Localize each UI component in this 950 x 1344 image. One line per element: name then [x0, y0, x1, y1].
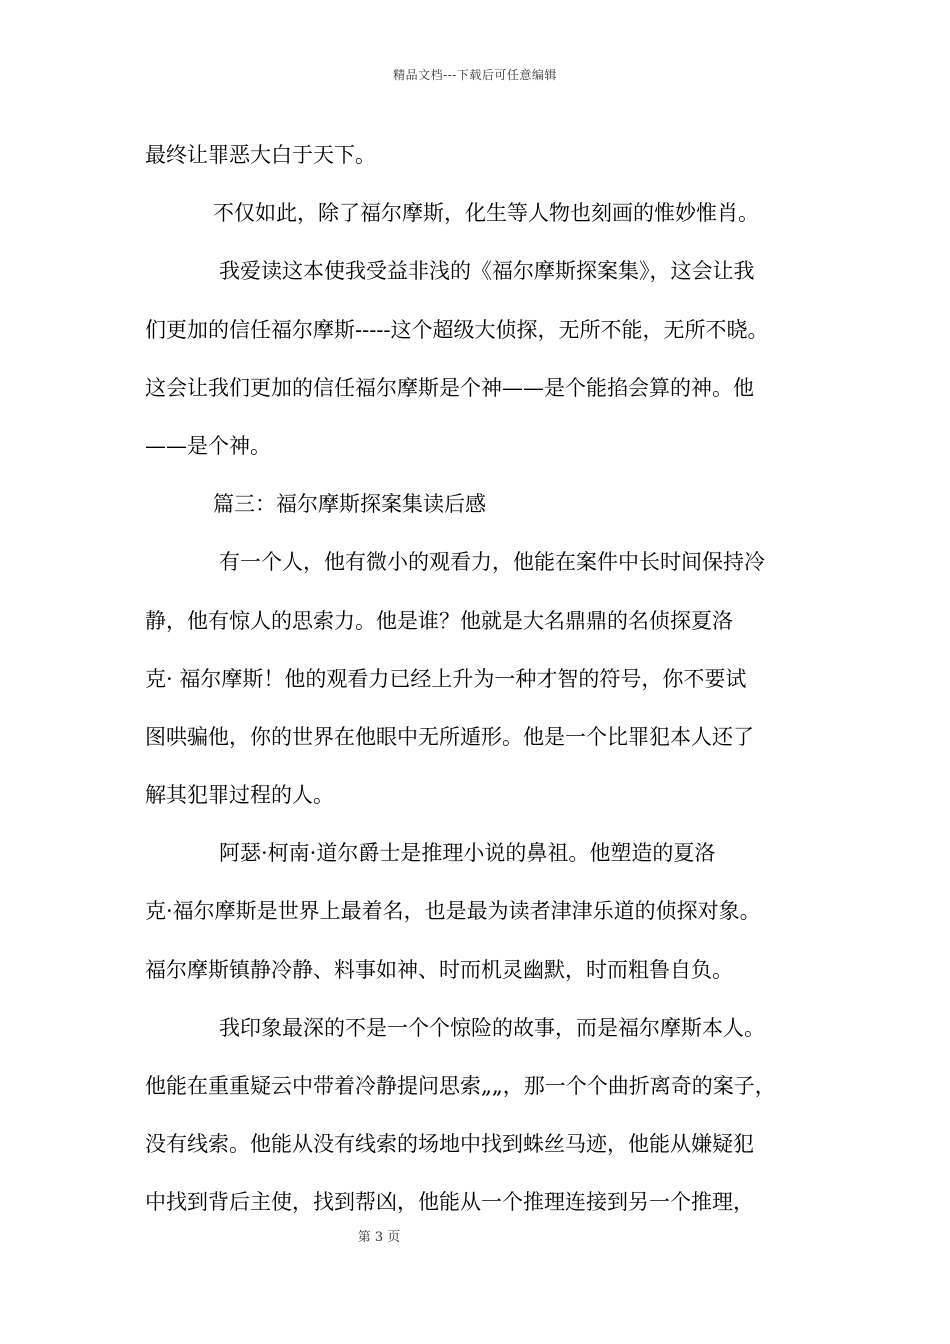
document-body — [145, 126, 825, 1232]
text-line: 解其犯罪过程的人。 — [145, 783, 334, 808]
text-line: 静，他有惊人的思索力。他是谁？他就是大名鼎鼎的名侦探夏洛 — [145, 608, 733, 633]
text-line: 克· 福尔摩斯！他的观看力已经上升为一种才智的符号，你不要试 — [145, 666, 747, 691]
text-line: 们更加的信任福尔摩斯-----这个超级大侦探，无所不能，无所不晓。 — [145, 317, 769, 342]
text-line: 我印象最深的不是一个个惊险的故事，而是福尔摩斯本人。 — [219, 1015, 765, 1040]
page-number: 第 3 页 — [357, 1230, 401, 1245]
text-line: 他能在重重疑云中带着冷静提问思索„„，那一个个曲折离奇的案子， — [145, 1074, 776, 1098]
text-line: 这会让我们更加的信任福尔摩斯是个神——是个能掐会算的神。他 — [145, 375, 754, 400]
section-heading: 篇三：福尔摩斯探案集读后感 — [213, 492, 486, 517]
text-line: ——是个神。 — [145, 433, 271, 458]
text-line: 阿瑟·柯南·道尔爵士是推理小说的鼻祖。他塑造的夏洛 — [219, 841, 716, 866]
text-line: 我爱读这本使我受益非浅的《福尔摩斯探案集》，这会让我 — [219, 259, 755, 284]
text-line: 中找到背后主使，找到帮凶，他能从一个推理连接到另一个推理， — [145, 1190, 754, 1215]
text-line: 福尔摩斯镇静冷静、料事如神、时而机灵幽默，时而粗鲁自负。 — [145, 957, 733, 982]
text-line: 没有线索。他能从没有线索的场地中找到蛛丝马迹，他能从嫌疑犯 — [145, 1132, 754, 1157]
text-line: 图哄骗他，你的世界在他眼中无所遁形。他是一个比罪犯本人还了 — [145, 724, 754, 749]
text-line: 克·福尔摩斯是世界上最着名，也是最为读者津津乐道的侦探对象。 — [145, 899, 761, 924]
text-line: 有一个人，他有微小的观看力，他能在案件中长时间保持冷 — [219, 550, 765, 575]
page-header: 精品文档---下载后可任意编辑 — [393, 68, 557, 82]
text-line: 不仅如此，除了福尔摩斯，化生等人物也刻画的惟妙惟肖。 — [213, 201, 759, 226]
text-line: 最终让罪恶大白于天下。 — [145, 143, 376, 167]
